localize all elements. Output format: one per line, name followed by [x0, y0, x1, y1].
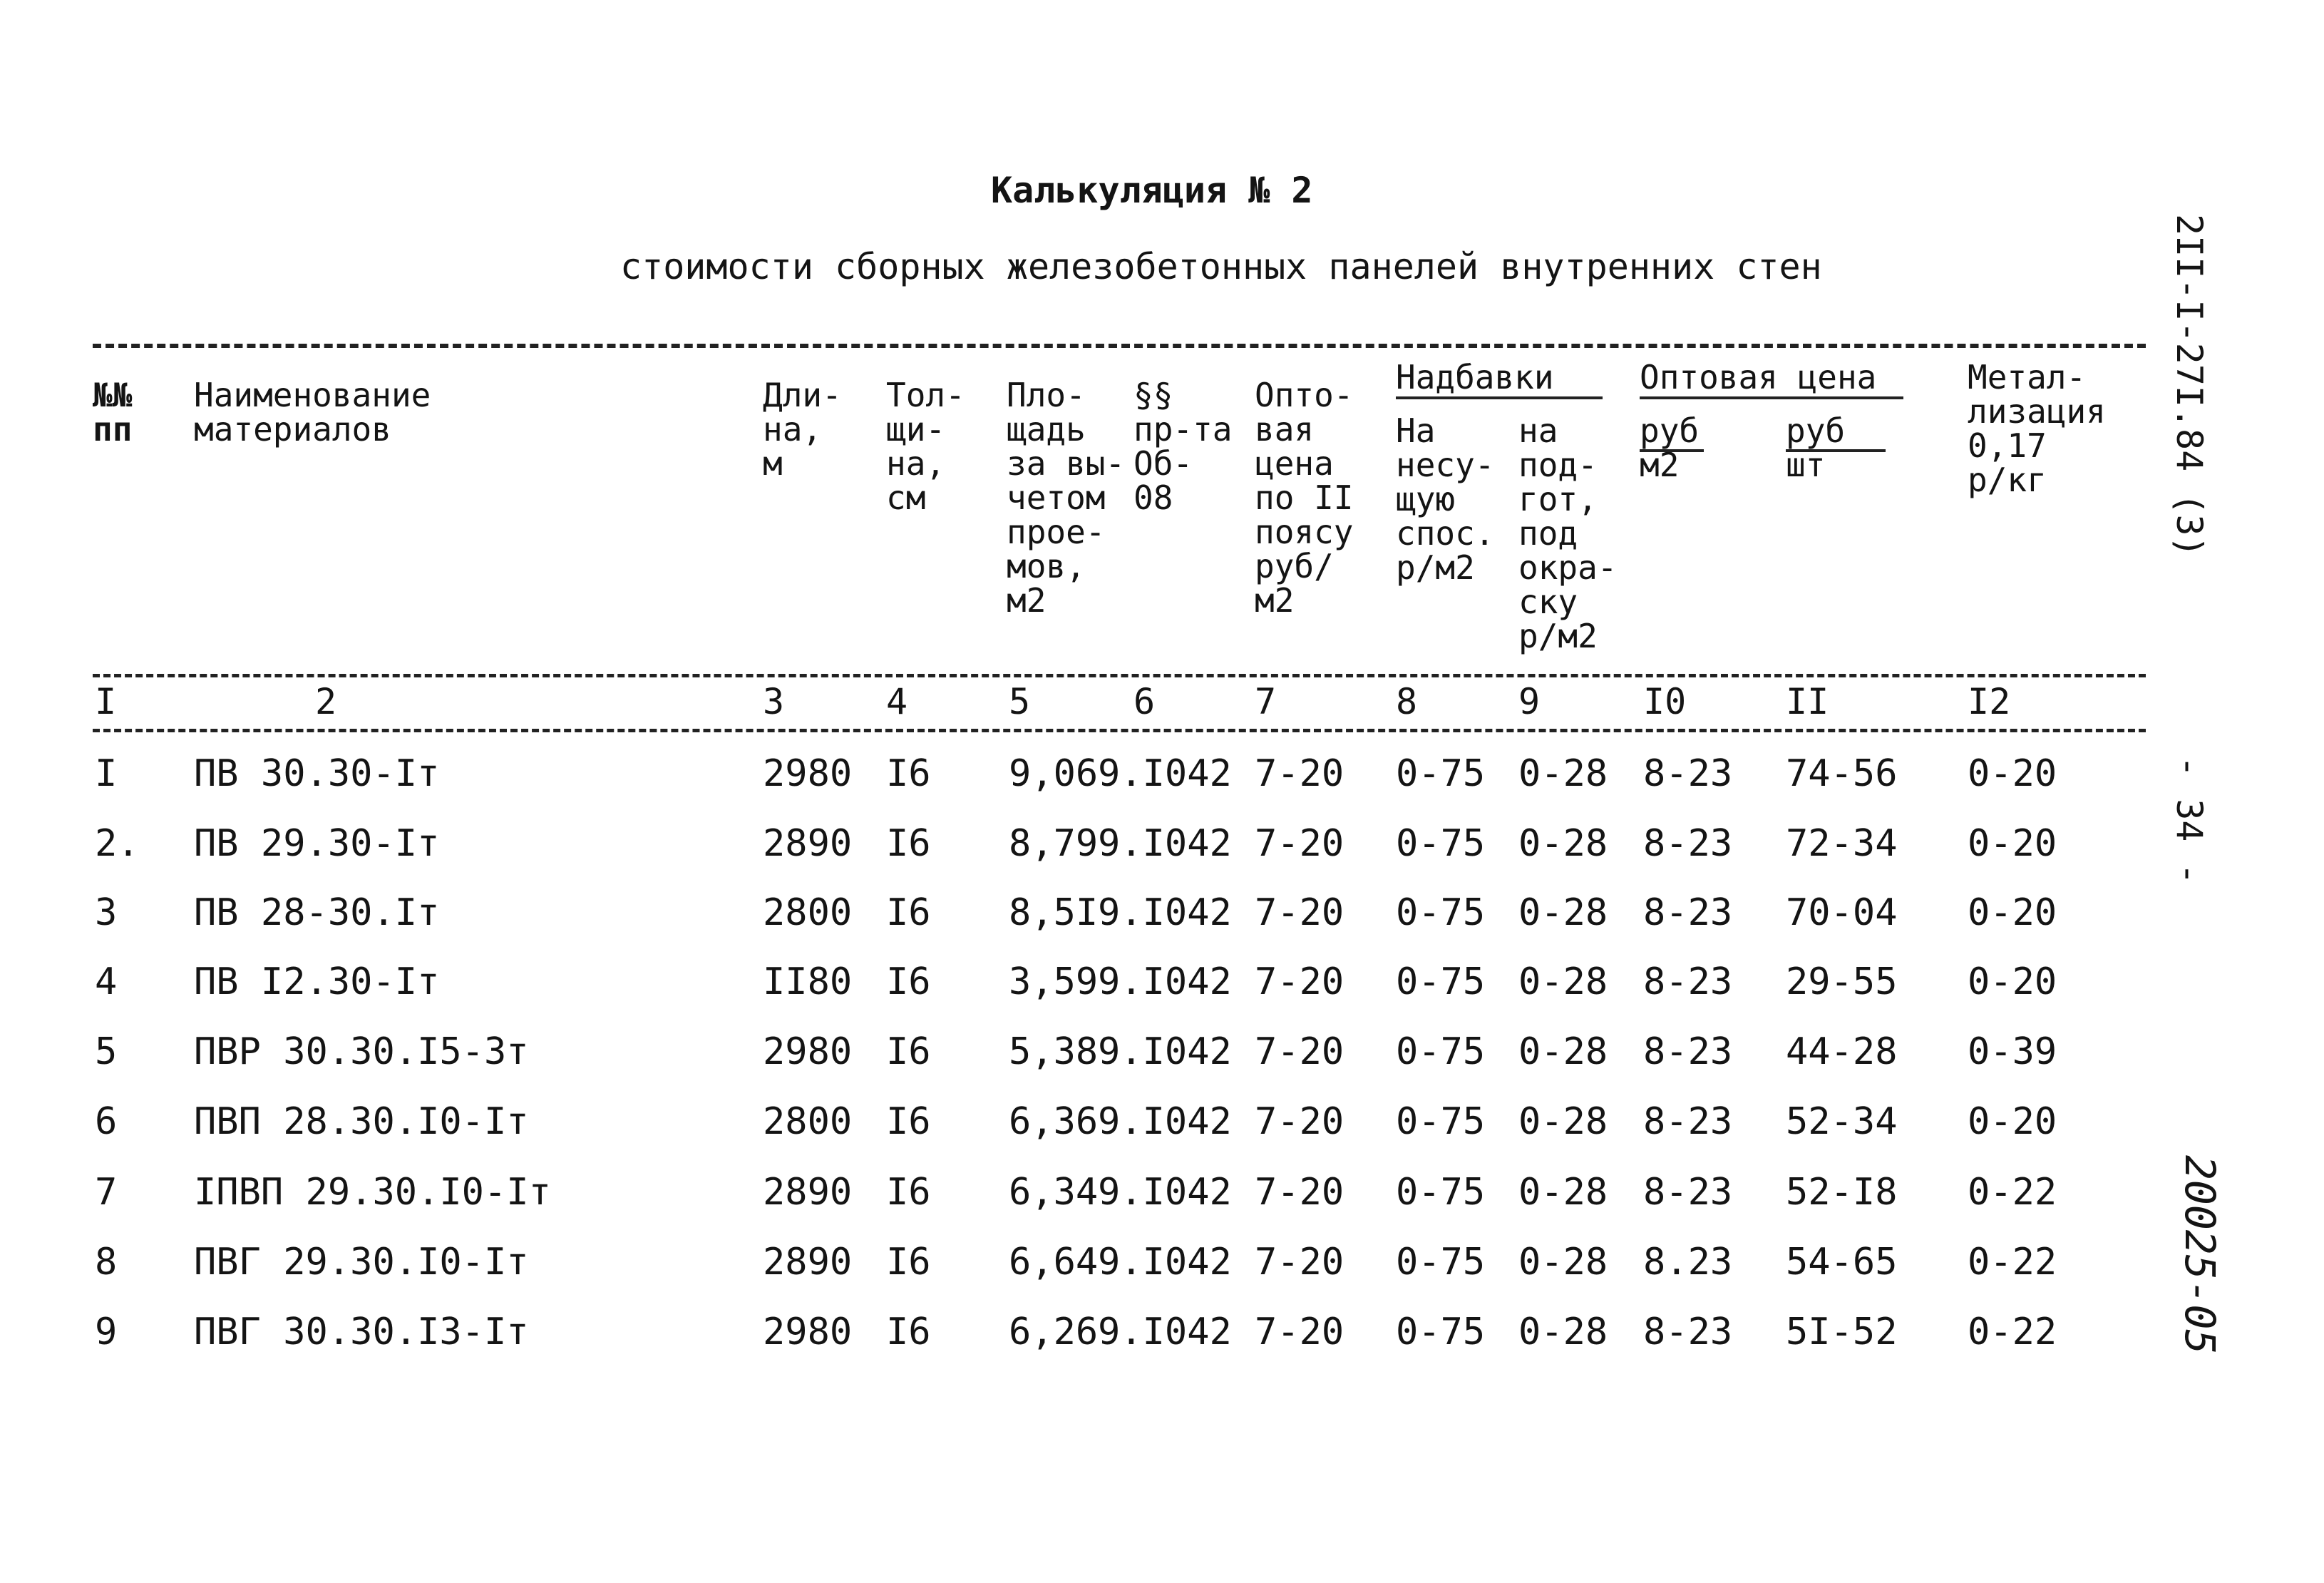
header-load-bearing-surcharge: На несу- щую спос. р/м2 [1396, 411, 1495, 587]
metallization-value: 0-20 [1968, 752, 2057, 795]
painting-surcharge-value: 0-28 [1518, 960, 1608, 1003]
area-value: 5,38 [1009, 1030, 1099, 1073]
header-group-price: Оптовая цена [1640, 358, 1877, 396]
thickness-value: I6 [886, 960, 931, 1003]
page-title: Калькуляция № 2 [991, 170, 1313, 211]
material-name: ПВ 29.30-Iт [194, 822, 440, 865]
project-section-value: 9.I042 [1098, 891, 1232, 934]
column-number: 3 [763, 681, 785, 722]
row-number: 9 [95, 1311, 118, 1353]
project-section-value: 9.I042 [1098, 752, 1232, 795]
header-group-nadbavki: Надбавки [1396, 358, 1554, 396]
metallization-value: 0-20 [1968, 822, 2057, 865]
underline-nadbavki [1396, 396, 1603, 399]
price-per-m2-value: 8-23 [1643, 1311, 1733, 1353]
area-value: 6,26 [1009, 1311, 1099, 1353]
wholesale-price-value: 7-20 [1255, 1311, 1344, 1353]
load-bearing-surcharge-value: 0-75 [1396, 960, 1486, 1003]
header-number: №№ пп [93, 376, 133, 449]
thickness-value: I6 [886, 1171, 931, 1214]
header-length: Дли- на, м [763, 376, 842, 483]
length-value: 2980 [763, 752, 853, 795]
length-value: 2980 [763, 1311, 853, 1353]
price-per-m2-value: 8.23 [1643, 1241, 1733, 1284]
side-code: 2II-I-27I.84 (3) [2169, 214, 2210, 558]
wholesale-price-value: 7-20 [1255, 891, 1344, 934]
price-per-m2-value: 8-23 [1643, 822, 1733, 865]
column-number: I2 [1968, 681, 2011, 722]
price-per-m2-value: 8-23 [1643, 1030, 1733, 1073]
painting-surcharge-value: 0-28 [1518, 752, 1608, 795]
load-bearing-surcharge-value: 0-75 [1396, 1311, 1486, 1353]
thickness-value: I6 [886, 891, 931, 934]
length-value: 2800 [763, 1100, 853, 1143]
material-name: ПВГ 29.30.I0-Iт [194, 1241, 529, 1284]
price-per-piece-value: 29-55 [1786, 960, 1898, 1003]
metallization-value: 0-22 [1968, 1241, 2057, 1284]
price-per-piece-value: 52-34 [1786, 1100, 1898, 1143]
thickness-value: I6 [886, 1311, 931, 1353]
thickness-value: I6 [886, 752, 931, 795]
project-section-value: 9.I042 [1098, 1241, 1232, 1284]
area-value: 8,79 [1009, 822, 1099, 865]
row-number: 5 [95, 1030, 118, 1073]
price-per-piece-value: 72-34 [1786, 822, 1898, 865]
wholesale-price-value: 7-20 [1255, 752, 1344, 795]
thickness-value: I6 [886, 1241, 931, 1284]
header-price-per-m2: руб м2 [1640, 411, 1700, 484]
metallization-value: 0-20 [1968, 891, 2057, 934]
metallization-value: 0-22 [1968, 1311, 2057, 1353]
metallization-value: 0-22 [1968, 1171, 2057, 1214]
header-wholesale-price: Опто- вая цена по II поясу руб/ м2 [1255, 376, 1354, 620]
row-number: 6 [95, 1100, 118, 1143]
length-value: II80 [763, 960, 853, 1003]
price-per-m2-value: 8-23 [1643, 1171, 1733, 1214]
area-value: 3,59 [1009, 960, 1099, 1003]
thickness-value: I6 [886, 822, 931, 865]
painting-surcharge-value: 0-28 [1518, 1100, 1608, 1143]
length-value: 2800 [763, 891, 853, 934]
column-number: 2 [315, 681, 337, 722]
header-project-section: §§ пр-та Об- 08 [1133, 376, 1233, 517]
project-section-value: 9.I042 [1098, 960, 1232, 1003]
price-per-m2-value: 8-23 [1643, 960, 1733, 1003]
area-value: 6,34 [1009, 1171, 1099, 1214]
painting-surcharge-value: 0-28 [1518, 891, 1608, 934]
wholesale-price-value: 7-20 [1255, 1171, 1344, 1214]
row-number: 7 [95, 1171, 118, 1214]
painting-surcharge-value: 0-28 [1518, 1311, 1608, 1353]
length-value: 2890 [763, 1171, 853, 1214]
price-per-piece-value: 54-65 [1786, 1241, 1898, 1284]
painting-surcharge-value: 0-28 [1518, 1241, 1608, 1284]
price-per-piece-value: 44-28 [1786, 1030, 1898, 1073]
load-bearing-surcharge-value: 0-75 [1396, 1241, 1486, 1284]
page-number: - 34 - [2169, 756, 2210, 885]
project-section-value: 9.I042 [1098, 1030, 1232, 1073]
header-name: Наименование материалов [194, 376, 431, 449]
column-number: II [1786, 681, 1829, 722]
thickness-value: I6 [886, 1030, 931, 1073]
price-per-m2-value: 8-23 [1643, 891, 1733, 934]
wholesale-price-value: 7-20 [1255, 960, 1344, 1003]
load-bearing-surcharge-value: 0-75 [1396, 1100, 1486, 1143]
project-section-value: 9.I042 [1098, 1100, 1232, 1143]
underline-rub-m2 [1640, 449, 1704, 452]
page-subtitle: стоимости сборных железобетонных панелей внутренних стен [620, 246, 1822, 287]
column-number: 9 [1518, 681, 1541, 722]
column-number-rule [93, 729, 2146, 732]
price-per-piece-value: 74-56 [1786, 752, 1898, 795]
length-value: 2890 [763, 822, 853, 865]
area-value: 6,36 [1009, 1100, 1099, 1143]
header-price-per-piece: руб шт [1786, 411, 1846, 484]
load-bearing-surcharge-value: 0-75 [1396, 1030, 1486, 1073]
side-stamp: 20025-05 [2176, 1155, 2224, 1355]
row-number: 2. [95, 822, 140, 865]
column-number: I [95, 681, 117, 722]
area-value: 6,64 [1009, 1241, 1099, 1284]
header-area: Пло- щадь за вы- четом прое- мов, м2 [1007, 376, 1126, 620]
column-number: 6 [1133, 681, 1156, 722]
material-name: ПВГ 30.30.I3-Iт [194, 1311, 529, 1353]
header-painting-surcharge: на под- гот, под окра- ску р/м2 [1518, 411, 1618, 655]
length-value: 2890 [763, 1241, 853, 1284]
load-bearing-surcharge-value: 0-75 [1396, 752, 1486, 795]
table-top-rule [93, 344, 2146, 348]
load-bearing-surcharge-value: 0-75 [1396, 891, 1486, 934]
column-number: I0 [1643, 681, 1687, 722]
column-number: 4 [886, 681, 908, 722]
length-value: 2980 [763, 1030, 853, 1073]
price-per-m2-value: 8-23 [1643, 752, 1733, 795]
column-number: 8 [1396, 681, 1418, 722]
material-name: ПВ 30.30-Iт [194, 752, 440, 795]
area-value: 8,5I [1009, 891, 1099, 934]
material-name: ПВ I2.30-Iт [194, 960, 440, 1003]
project-section-value: 9.I042 [1098, 1171, 1232, 1214]
area-value: 9,06 [1009, 752, 1099, 795]
price-per-piece-value: 52-I8 [1786, 1171, 1898, 1214]
wholesale-price-value: 7-20 [1255, 822, 1344, 865]
material-name: IПВП 29.30.I0-Iт [194, 1171, 551, 1214]
painting-surcharge-value: 0-28 [1518, 1030, 1608, 1073]
underline-rub-sht [1786, 449, 1886, 452]
metallization-value: 0-20 [1968, 960, 2057, 1003]
load-bearing-surcharge-value: 0-75 [1396, 822, 1486, 865]
painting-surcharge-value: 0-28 [1518, 822, 1608, 865]
project-section-value: 9.I042 [1098, 822, 1232, 865]
row-number: 4 [95, 960, 118, 1003]
price-per-piece-value: 5I-52 [1786, 1311, 1898, 1353]
material-name: ПВП 28.30.I0-Iт [194, 1100, 529, 1143]
header-bottom-rule [93, 674, 2146, 677]
wholesale-price-value: 7-20 [1255, 1241, 1344, 1284]
thickness-value: I6 [886, 1100, 931, 1143]
wholesale-price-value: 7-20 [1255, 1030, 1344, 1073]
material-name: ПВ 28-30.Iт [194, 891, 440, 934]
load-bearing-surcharge-value: 0-75 [1396, 1171, 1486, 1214]
column-number: 7 [1255, 681, 1277, 722]
column-number: 5 [1009, 681, 1031, 722]
underline-price [1640, 396, 1903, 399]
material-name: ПВР 30.30.I5-3т [194, 1030, 529, 1073]
header-metallization: Метал- лизация 0,17 р/кг [1968, 358, 2106, 499]
price-per-m2-value: 8-23 [1643, 1100, 1733, 1143]
row-number: I [95, 752, 118, 795]
project-section-value: 9.I042 [1098, 1311, 1232, 1353]
price-per-piece-value: 70-04 [1786, 891, 1898, 934]
metallization-value: 0-39 [1968, 1030, 2057, 1073]
metallization-value: 0-20 [1968, 1100, 2057, 1143]
row-number: 8 [95, 1241, 118, 1284]
painting-surcharge-value: 0-28 [1518, 1171, 1608, 1214]
row-number: 3 [95, 891, 118, 934]
header-thickness: Тол- щи- на, см [886, 376, 965, 517]
wholesale-price-value: 7-20 [1255, 1100, 1344, 1143]
